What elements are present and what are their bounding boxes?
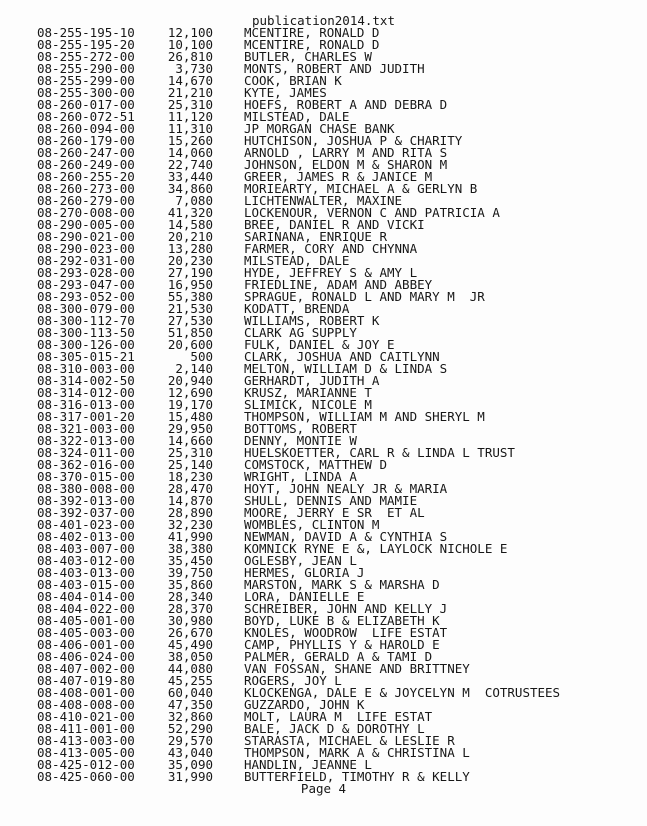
parcel-id: 08-255-272-00	[37, 49, 135, 64]
assessed-amount: 28,370	[167, 601, 213, 616]
parcel-id: 08-293-047-00	[37, 277, 135, 292]
assessed-amount: 13,280	[167, 241, 213, 256]
assessed-amount: 32,230	[167, 517, 213, 532]
assessed-amount: 28,340	[167, 589, 213, 604]
owner-name: MCENTIRE, RONALD D	[244, 37, 380, 52]
assessed-amount: 27,190	[167, 265, 213, 280]
parcel-id: 08-392-037-00	[37, 505, 135, 520]
owner-name: KLOCKENGA, DALE E & JOYCELYN M COTRUSTEES	[244, 685, 561, 700]
assessed-amount: 43,040	[167, 745, 213, 760]
parcel-id: 08-321-003-00	[37, 421, 135, 436]
parcel-id: 08-314-002-50	[37, 373, 135, 388]
assessed-amount: 3,730	[175, 61, 213, 76]
assessed-amount: 19,170	[167, 397, 213, 412]
parcel-id: 08-290-021-00	[37, 229, 135, 244]
assessed-amount: 41,320	[167, 205, 213, 220]
parcel-id: 08-255-195-20	[37, 37, 135, 52]
parcel-id: 08-300-126-00	[37, 337, 135, 352]
owner-name: BREE, DANIEL R AND VICKI	[244, 217, 425, 232]
assessed-amount: 14,670	[167, 73, 213, 88]
assessed-amount: 35,090	[167, 757, 213, 772]
parcel-id: 08-300-079-00	[37, 301, 135, 316]
assessed-amount: 11,310	[167, 121, 213, 136]
parcel-id: 08-300-113-50	[37, 325, 135, 340]
parcel-id: 08-406-001-00	[37, 637, 135, 652]
parcel-id: 08-260-255-20	[37, 169, 135, 184]
assessed-amount: 38,380	[167, 541, 213, 556]
parcel-id: 08-260-094-00	[37, 121, 135, 136]
parcel-id: 08-316-013-00	[37, 397, 135, 412]
parcel-id: 08-380-008-00	[37, 481, 135, 496]
parcel-id: 08-317-001-20	[37, 409, 135, 424]
owner-name: KODATT, BRENDA	[244, 301, 350, 316]
parcel-id: 08-410-021-00	[37, 709, 135, 724]
document-title: publication2014.txt	[252, 13, 395, 28]
parcel-id: 08-260-179-00	[37, 133, 135, 148]
assessed-amount: 28,470	[167, 481, 213, 496]
assessed-amount: 34,860	[167, 181, 213, 196]
parcel-id: 08-270-008-00	[37, 205, 135, 220]
owner-name: WOMBLES, CLINTON M	[244, 517, 380, 532]
owner-name: BUTLER, CHARLES W	[244, 49, 372, 64]
parcel-id: 08-260-273-00	[37, 181, 135, 196]
parcel-id: 08-293-052-00	[37, 289, 135, 304]
owner-name: FULK, DANIEL & JOY E	[244, 337, 395, 352]
assessed-amount: 20,600	[167, 337, 213, 352]
owner-name: HYDE, JEFFREY S & AMY L	[244, 265, 418, 280]
assessed-amount: 11,120	[167, 109, 213, 124]
owner-name: SPRAGUE, RONALD L AND MARY M JR	[244, 289, 485, 304]
assessed-amount: 14,870	[167, 493, 213, 508]
owner-name: MONTS, ROBERT AND JUDITH	[244, 61, 425, 76]
parcel-id: 08-362-016-00	[37, 457, 135, 472]
assessed-amount: 45,255	[167, 673, 213, 688]
owner-name: NEWMAN, DAVID A & CYNTHIA S	[244, 529, 448, 544]
parcel-id: 08-425-060-00	[37, 769, 135, 784]
parcel-id: 08-305-015-21	[37, 349, 135, 364]
owner-name: FRIEDLINE, ADAM AND ABBEY	[244, 277, 433, 292]
parcel-id: 08-413-005-00	[37, 745, 135, 760]
parcel-id: 08-411-001-00	[37, 721, 135, 736]
assessed-amount: 35,450	[167, 553, 213, 568]
owner-name: BOYD, LUKE B & ELIZABETH K	[244, 613, 440, 628]
assessed-amount: 29,570	[167, 733, 213, 748]
assessed-amount: 21,210	[167, 85, 213, 100]
owner-name: MILSTEAD, DALE	[244, 253, 350, 268]
parcel-id: 08-260-072-51	[37, 109, 135, 124]
assessed-amount: 38,050	[167, 649, 213, 664]
owner-name: MARSTON, MARK S & MARSHA D	[244, 577, 440, 592]
assessed-amount: 41,990	[167, 529, 213, 544]
owner-name: VAN FOSSAN, SHANE AND BRITTNEY	[244, 661, 470, 676]
parcel-id: 08-310-003-00	[37, 361, 135, 376]
owner-name: HUTCHISON, JOSHUA P & CHARITY	[244, 133, 463, 148]
assessed-amount: 26,670	[167, 625, 213, 640]
assessed-amount: 22,740	[167, 157, 213, 172]
owner-name: LOCKENOUR, VERNON C AND PATRICIA A	[244, 205, 500, 220]
assessed-amount: 20,940	[167, 373, 213, 388]
parcel-id: 08-324-011-00	[37, 445, 135, 460]
assessed-amount: 55,380	[167, 289, 213, 304]
parcel-id: 08-255-300-00	[37, 85, 135, 100]
assessed-amount: 25,310	[167, 445, 213, 460]
parcel-id: 08-322-013-00	[37, 433, 135, 448]
assessed-amount: 47,350	[167, 697, 213, 712]
assessed-amount: 20,230	[167, 253, 213, 268]
parcel-id: 08-408-008-00	[37, 697, 135, 712]
owner-name: GREER, JAMES R & JANICE M	[244, 169, 433, 184]
owner-name: MCENTIRE, RONALD D	[244, 25, 380, 40]
parcel-id: 08-293-028-00	[37, 265, 135, 280]
parcel-id: 08-290-023-00	[37, 241, 135, 256]
owner-name: LORA, DANIELLE E	[244, 589, 365, 604]
parcel-id: 08-260-017-00	[37, 97, 135, 112]
parcel-id: 08-406-024-00	[37, 649, 135, 664]
owner-name: MELTON, WILLIAM D & LINDA S	[244, 361, 448, 376]
assessed-amount: 39,750	[167, 565, 213, 580]
owner-name: BOTTOMS, ROBERT	[244, 421, 357, 436]
parcel-id: 08-404-022-00	[37, 601, 135, 616]
owner-name: STARASTA, MICHAEL & LESLIE R	[244, 733, 455, 748]
parcel-id: 08-290-005-00	[37, 217, 135, 232]
parcel-id: 08-413-003-00	[37, 733, 135, 748]
assessed-amount: 51,850	[167, 325, 213, 340]
owner-name: ROGERS, JOY L	[244, 673, 342, 688]
assessed-amount: 14,660	[167, 433, 213, 448]
owner-name: KYTE, JAMES	[244, 85, 327, 100]
assessed-amount: 14,580	[167, 217, 213, 232]
assessed-amount: 25,310	[167, 97, 213, 112]
parcel-id: 08-255-290-00	[37, 61, 135, 76]
owner-name: HUELSKOETTER, CARL R & LINDA L TRUST	[244, 445, 515, 460]
assessed-amount: 45,490	[167, 637, 213, 652]
owner-name: WRIGHT, LINDA A	[244, 469, 357, 484]
assessed-amount: 2,140	[175, 361, 213, 376]
assessed-amount: 29,950	[167, 421, 213, 436]
assessed-amount: 27,530	[167, 313, 213, 328]
parcel-id: 08-403-007-00	[37, 541, 135, 556]
owner-name: JP MORGAN CHASE BANK	[244, 121, 395, 136]
parcel-id: 08-255-195-10	[37, 25, 135, 40]
owner-name: COMSTOCK, MATTHEW D	[244, 457, 387, 472]
parcel-id: 08-407-019-80	[37, 673, 135, 688]
owner-name: KNOLES, WOODROW LIFE ESTAT	[244, 625, 448, 640]
owner-name: BUTTERFIELD, TIMOTHY R & KELLY	[244, 769, 470, 784]
owner-name: MORIEARTY, MICHAEL A & GERLYN B	[244, 181, 478, 196]
parcel-id: 08-403-012-00	[37, 553, 135, 568]
parcel-id: 08-404-014-00	[37, 589, 135, 604]
assessed-amount: 28,890	[167, 505, 213, 520]
assessed-amount: 35,860	[167, 577, 213, 592]
owner-name: KOMNICK RYNE E &, LAYLOCK NICHOLE E	[244, 541, 508, 556]
parcel-id: 08-425-012-00	[37, 757, 135, 772]
assessed-amount: 18,230	[167, 469, 213, 484]
assessed-amount: 26,810	[167, 49, 213, 64]
owner-name: GERHARDT, JUDITH A	[244, 373, 380, 388]
owner-name: DENNY, MONTIE W	[244, 433, 357, 448]
parcel-table	[0, 27, 647, 783]
owner-name: HOYT, JOHN NEALY JR & MARIA	[244, 481, 448, 496]
owner-name: CLARK, JOSHUA AND CAITLYNN	[244, 349, 440, 364]
parcel-id: 08-260-279-00	[37, 193, 135, 208]
assessed-amount: 500	[190, 349, 213, 364]
parcel-id: 08-401-023-00	[37, 517, 135, 532]
owner-name: MILSTEAD, DALE	[244, 109, 350, 124]
owner-name: SCHREIBER, JOHN AND KELLY J	[244, 601, 448, 616]
owner-name: OGLESBY, JEAN L	[244, 553, 357, 568]
owner-name: FARMER, CORY AND CHYNNA	[244, 241, 418, 256]
owner-name: THOMPSON, MARK A & CHRISTINA L	[244, 745, 470, 760]
assessed-amount: 30,980	[167, 613, 213, 628]
assessed-amount: 32,860	[167, 709, 213, 724]
owner-name: HOEFS, ROBERT A AND DEBRA D	[244, 97, 448, 112]
owner-name: CAMP, PHYLLIS Y & HAROLD E	[244, 637, 440, 652]
parcel-id: 08-292-031-00	[37, 253, 135, 268]
owner-name: WILLIAMS, ROBERT K	[244, 313, 380, 328]
owner-name: LICHTENWALTER, MAXINE	[244, 193, 403, 208]
owner-name: ARNOLD , LARRY M AND RITA S	[244, 145, 448, 160]
parcel-id: 08-402-013-00	[37, 529, 135, 544]
assessed-amount: 60,040	[167, 685, 213, 700]
parcel-id: 08-300-112-70	[37, 313, 135, 328]
parcel-id: 08-260-247-00	[37, 145, 135, 160]
parcel-id: 08-405-001-00	[37, 613, 135, 628]
owner-name: SARINANA, ENRIQUE R	[244, 229, 387, 244]
assessed-amount: 21,530	[167, 301, 213, 316]
page-number: Page 4	[300, 781, 347, 796]
assessed-amount: 33,440	[167, 169, 213, 184]
assessed-amount: 31,990	[167, 769, 213, 784]
owner-name: COOK, BRIAN K	[244, 73, 342, 88]
owner-name: MOORE, JERRY E SR ET AL	[244, 505, 425, 520]
assessed-amount: 12,690	[167, 385, 213, 400]
assessed-amount: 10,100	[167, 37, 213, 52]
owner-name: CLARK AG SUPPLY	[244, 325, 357, 340]
owner-name: SLIMICK, NICOLE M	[244, 397, 372, 412]
assessed-amount: 14,060	[167, 145, 213, 160]
owner-name: HERMES, GLORIA J	[244, 565, 365, 580]
assessed-amount: 52,290	[167, 721, 213, 736]
parcel-id: 08-403-015-00	[37, 577, 135, 592]
assessed-amount: 25,140	[167, 457, 213, 472]
assessed-amount: 44,080	[167, 661, 213, 676]
parcel-id: 08-407-002-00	[37, 661, 135, 676]
owner-name: SHULL, DENNIS AND MAMIE	[244, 493, 418, 508]
parcel-id: 08-408-001-00	[37, 685, 135, 700]
parcel-id: 08-314-012-00	[37, 385, 135, 400]
parcel-id: 08-260-249-00	[37, 157, 135, 172]
parcel-id: 08-370-015-00	[37, 469, 135, 484]
assessed-amount: 20,210	[167, 229, 213, 244]
owner-name: GUZZARDO, JOHN K	[244, 697, 365, 712]
owner-name: PALMER, GERALD A & TAMI D	[244, 649, 433, 664]
parcel-id: 08-255-299-00	[37, 73, 135, 88]
owner-name: MOLT, LAURA M LIFE ESTAT	[244, 709, 433, 724]
parcel-id: 08-405-003-00	[37, 625, 135, 640]
owner-name: THOMPSON, WILLIAM M AND SHERYL M	[244, 409, 485, 424]
owner-name: JOHNSON, ELDON M & SHARON M	[244, 157, 448, 172]
assessed-amount: 7,080	[175, 193, 213, 208]
assessed-amount: 15,260	[167, 133, 213, 148]
assessed-amount: 16,950	[167, 277, 213, 292]
owner-name: HANDLIN, JEANNE L	[244, 757, 372, 772]
parcel-id: 08-392-013-00	[37, 493, 135, 508]
owner-name: KRUSZ, MARIANNE T	[244, 385, 372, 400]
assessed-amount: 12,100	[167, 25, 213, 40]
assessed-amount: 15,480	[167, 409, 213, 424]
owner-name: BALE, JACK D & DOROTHY L	[244, 721, 425, 736]
parcel-id: 08-403-013-00	[37, 565, 135, 580]
